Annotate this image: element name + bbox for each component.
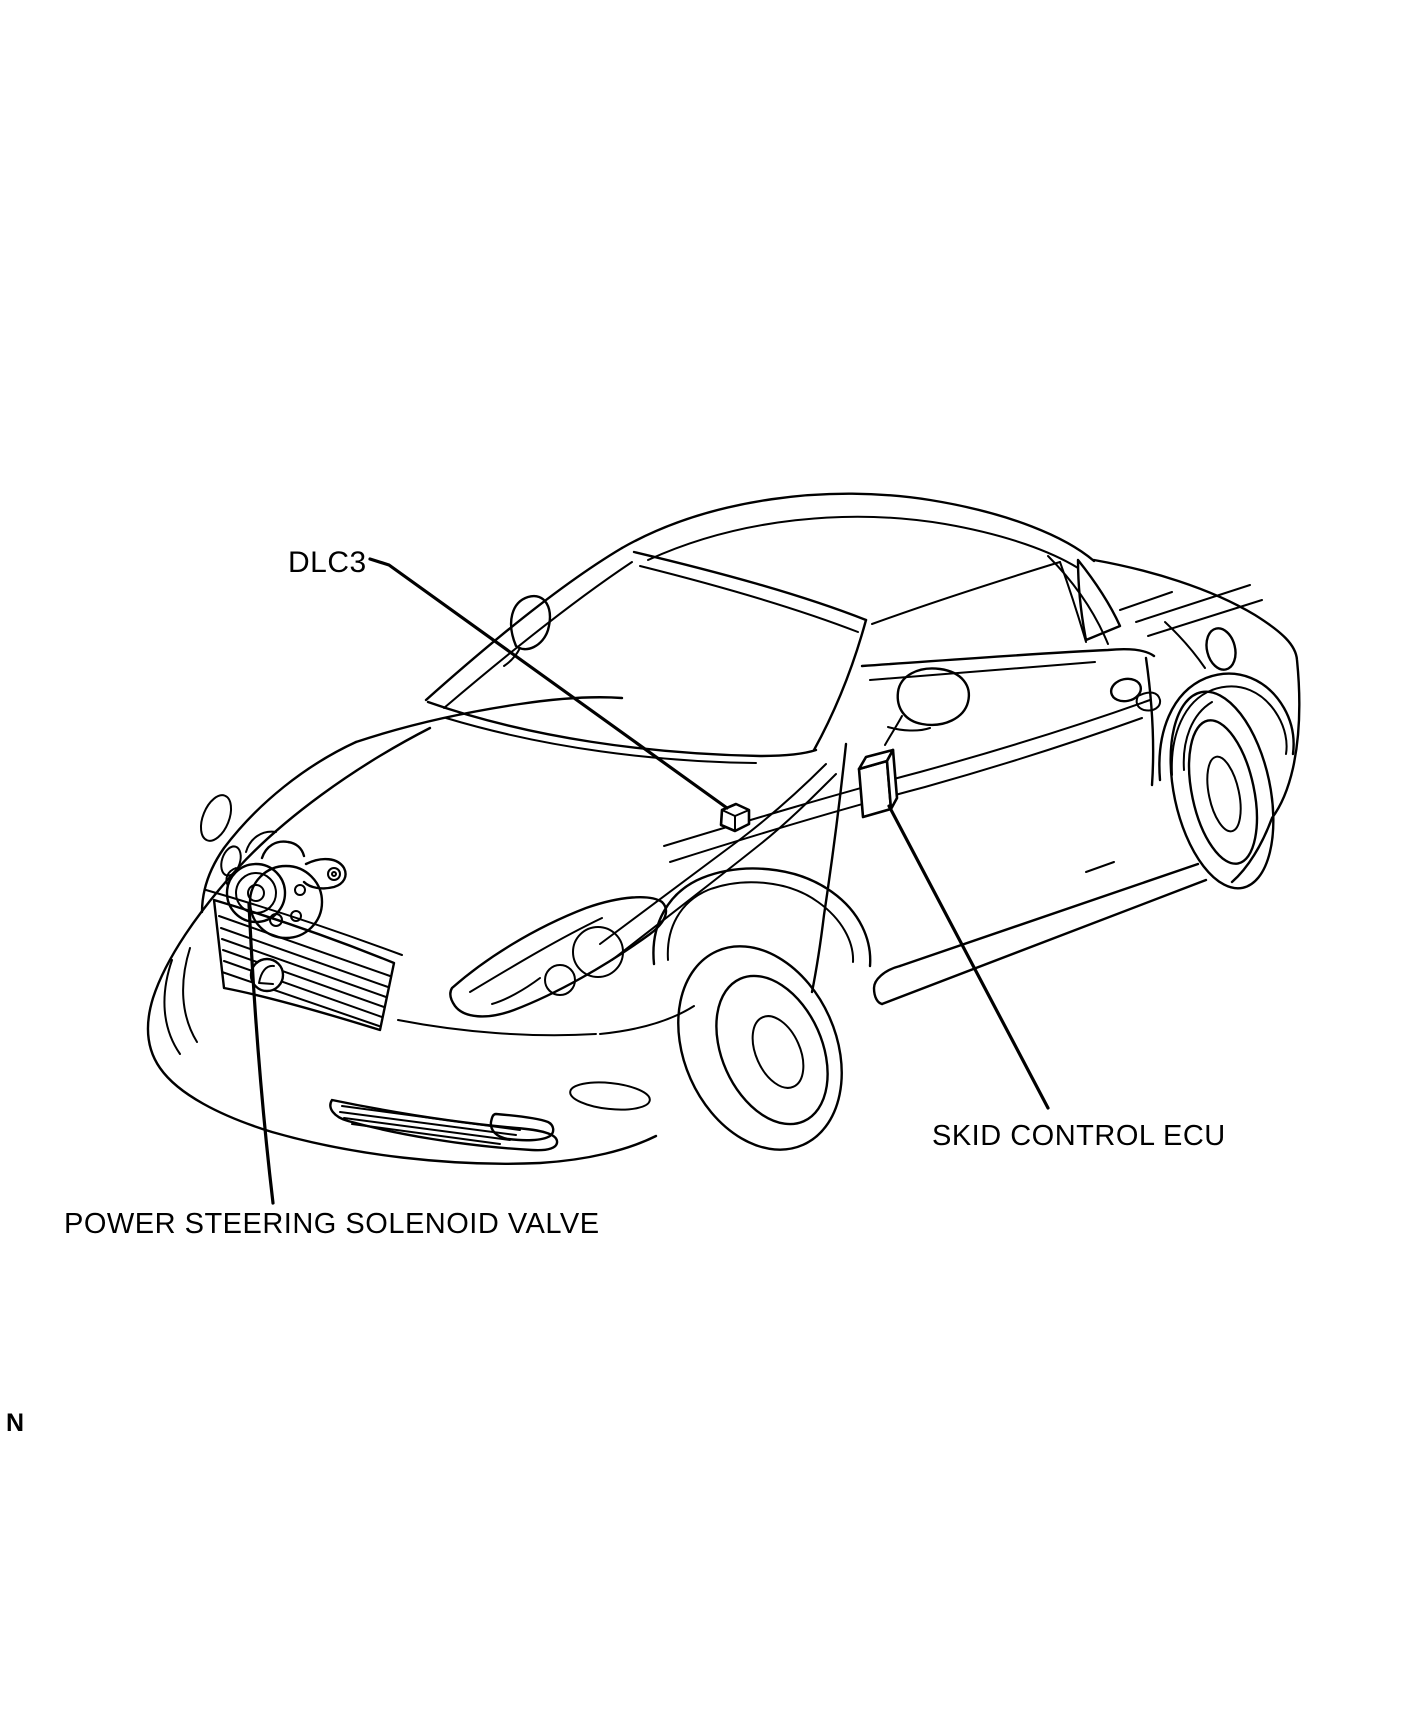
intake-slat-3 xyxy=(344,1118,510,1140)
front-rim xyxy=(695,958,850,1141)
deck-seam-2 xyxy=(1148,600,1262,636)
pump-upper-bracket xyxy=(262,842,304,858)
brake-duct xyxy=(569,1079,651,1113)
quarter-character-line xyxy=(1165,622,1205,668)
beltline-inner xyxy=(870,662,1095,680)
rear-tire xyxy=(1154,682,1289,898)
fuel-door xyxy=(1202,625,1239,673)
ecu-leader-line xyxy=(889,806,1048,1108)
pump-hole-3 xyxy=(295,885,305,895)
fender-detail-oval-2 xyxy=(218,844,244,878)
front-hub xyxy=(742,1008,813,1095)
headlight-corner-arc xyxy=(492,978,540,1004)
brand-badge-icon xyxy=(251,959,283,991)
skid-control-ecu-label: SKID CONTROL ECU xyxy=(932,1120,1226,1152)
roof-outline xyxy=(622,494,1094,561)
dlc3-leader-line xyxy=(370,559,727,808)
rocker-sill-bottom xyxy=(882,880,1206,1004)
callout-labels xyxy=(64,546,1226,1240)
roof-side-rail xyxy=(648,517,1078,568)
page-marker: N xyxy=(6,1409,25,1437)
ecu-front-face xyxy=(859,761,891,817)
side-mirror-base xyxy=(885,716,930,745)
dlc3-label: DLC3 xyxy=(288,546,367,579)
bumper-mid-line xyxy=(398,1020,596,1035)
windshield-header-inner xyxy=(640,566,858,632)
door-handle xyxy=(1109,676,1143,704)
grille-slat-5 xyxy=(224,961,382,1017)
pump-bracket-bolt-dot xyxy=(332,872,336,876)
a-pillar xyxy=(426,548,622,700)
fender-detail-oval xyxy=(195,791,237,845)
headlight-outline xyxy=(450,897,666,1016)
pump-pulley-ring xyxy=(236,873,276,913)
front-tire xyxy=(647,920,872,1175)
front-wheel xyxy=(647,869,872,1176)
power-steering-solenoid-valve-label: POWER STEERING SOLENOID VALVE xyxy=(64,1208,600,1240)
a-pillar-inner xyxy=(444,562,632,708)
rear-hub xyxy=(1201,754,1246,835)
door-glass-top xyxy=(872,562,1060,624)
intake-slat-4 xyxy=(352,1124,500,1144)
bumper-edge-line xyxy=(164,960,180,1054)
fender-cowl-line-1 xyxy=(600,764,826,944)
headlight xyxy=(450,897,666,1016)
windshield-header xyxy=(634,552,866,620)
beltline xyxy=(862,649,1154,666)
rocker-sill-dash xyxy=(1086,862,1114,872)
fender-cowl-line-2 xyxy=(612,774,836,960)
grille-slat-6 xyxy=(222,972,379,1026)
rear-wheel xyxy=(1154,674,1293,898)
front-bumper xyxy=(330,1006,694,1150)
pump-bracket-bolt xyxy=(328,868,340,880)
ps-valve-leader-line xyxy=(249,904,273,1203)
intake-slat-2 xyxy=(340,1112,516,1135)
deck-seam-3 xyxy=(1120,592,1172,610)
front-left-silhouette xyxy=(148,728,656,1164)
windshield-side-edge xyxy=(814,620,866,750)
grille-slat-4 xyxy=(223,950,384,1007)
pump-body-plate xyxy=(250,866,322,938)
door-rear-shutline xyxy=(1146,658,1153,785)
bumper-edge-line-2 xyxy=(183,948,197,1042)
cowl-line-2 xyxy=(446,718,756,763)
grille xyxy=(206,890,402,1030)
